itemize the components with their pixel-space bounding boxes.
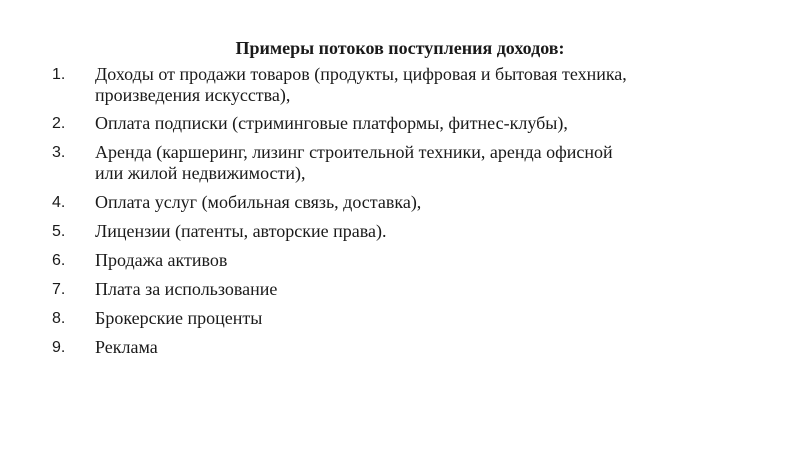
list-item-number: 8.	[52, 310, 66, 327]
list-item-text	[95, 192, 775, 213]
list-item-text	[95, 308, 775, 329]
list-item-line: или жилой недвижимости),	[95, 163, 306, 183]
list-item-line: Плата за использование	[95, 279, 278, 299]
list-item-text	[95, 221, 775, 242]
list-item-number: 3.	[52, 144, 66, 161]
list-item-line: Оплата подписки (стриминговые платформы, фитнес-клубы),	[95, 113, 568, 133]
list-item-text	[95, 250, 775, 271]
list-item-number: 4.	[52, 194, 66, 211]
list-item-text	[95, 64, 775, 106]
list-item-text	[95, 113, 775, 134]
list-item-line: Лицензии (патенты, авторские права).	[95, 221, 387, 241]
list-item-line: Оплата услуг (мобильная связь, доставка),	[95, 192, 422, 212]
list-item-number: 5.	[52, 223, 66, 240]
list-item-text	[95, 142, 775, 184]
list-item-line: Реклама	[95, 337, 158, 357]
list-item-line: Аренда (каршеринг, лизинг строительной техники, аренда офисной	[95, 142, 613, 162]
list-item-line: Брокерские проценты	[95, 308, 263, 328]
list-item-number: 2.	[52, 115, 66, 132]
list-item-number: 9.	[52, 339, 66, 356]
list-item-line: Доходы от продажи товаров (продукты, цифровая и бытовая техника,	[95, 64, 627, 84]
list-item-text	[95, 279, 775, 300]
list-item-line: Продажа активов	[95, 250, 228, 270]
list-heading: Примеры потоков поступления доходов:	[235, 38, 565, 58]
list-item-number: 7.	[52, 281, 66, 298]
list-item-number: 1.	[52, 66, 66, 83]
list-item-text	[95, 337, 775, 358]
list-item-number: 6.	[52, 252, 66, 269]
list-item-line: произведения искусства),	[95, 85, 291, 105]
